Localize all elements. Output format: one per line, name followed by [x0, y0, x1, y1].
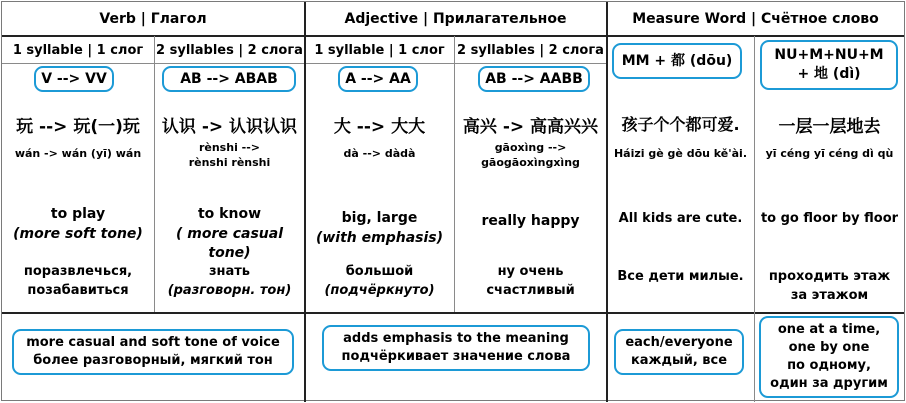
meaning-russian: [2, 263, 154, 301]
meaning-english-note: (with emphasis): [315, 229, 444, 246]
example-chinese: 高兴 -> 高高兴兴: [462, 117, 599, 137]
summary-line: один за другим: [770, 376, 888, 392]
example-chinese: 一层一层地去: [778, 117, 881, 137]
pinyin-line: Háizi gè gè dōu kě'ài.: [613, 147, 748, 160]
pinyin-line: rènshi -->: [198, 141, 261, 154]
measure-word-header: Measure Word | Счётное слово: [632, 11, 879, 27]
meaning-russian: [155, 263, 304, 301]
example-pinyin: [155, 141, 304, 171]
pattern-v-vv: V --> VV: [34, 66, 114, 92]
example-pinyin: [455, 141, 606, 171]
meaning-english-text: to play: [50, 206, 106, 222]
group-divider-2: [606, 2, 608, 402]
verb-header: Verb | Глагол: [99, 11, 207, 27]
adjective-header: Adjective | Прилагательное: [344, 11, 567, 27]
meaning-russian-line: знать: [208, 264, 251, 279]
pattern-ab-abab: AB --> ABAB: [162, 66, 296, 92]
meaning-english-note: ( more casual tone): [175, 225, 284, 262]
summary-line: более разговорный, мягкий тон: [33, 353, 273, 368]
example-chinese: 玩 --> 玩(一)玩: [16, 117, 140, 137]
meaning-english-text: to go floor by floor: [760, 211, 899, 226]
meaning-english-text: really happy: [481, 213, 580, 229]
example-pinyin: [305, 147, 454, 162]
summary-verb: [12, 329, 294, 375]
meaning-russian: [607, 268, 754, 287]
meaning-russian: [455, 263, 606, 301]
meaning-russian-note: (разговорн. тон): [167, 282, 292, 298]
summary-line: one at a time,: [777, 321, 881, 337]
meaning-english: [755, 210, 904, 228]
pattern-nu-m-di-line2: + 地 (dì): [797, 66, 861, 82]
verb-1-syllable-label: 1 syllable | 1 слог: [12, 42, 144, 58]
meaning-russian-line: поразвлечься,: [23, 264, 133, 279]
summary-divider: [2, 312, 904, 314]
example-chinese: 孩子个个都可爱.: [621, 115, 740, 134]
summary-line: each/everyone: [625, 335, 733, 351]
pinyin-line: dà --> dàdà: [343, 147, 416, 160]
example-pinyin: [2, 147, 154, 162]
summary-line: one by one: [788, 339, 870, 355]
meaning-russian: [755, 268, 904, 306]
summary-line: more casual and soft tone of voice: [26, 335, 280, 351]
pinyin-line: gāogāoxìngxìng: [481, 155, 580, 169]
adj-1-syllable-label: 1 syllable | 1 слог: [314, 42, 445, 58]
pinyin-line: gāoxìng -->: [494, 141, 567, 154]
summary-measure-mm: [614, 329, 744, 375]
meaning-english-text: All kids are cute.: [618, 211, 743, 226]
pinyin-line: wán -> wán (yī) wán: [14, 147, 142, 160]
meaning-english: [155, 205, 304, 264]
example-chinese: 大 --> 大大: [333, 117, 426, 137]
summary-line: каждый, все: [630, 353, 728, 368]
pattern-nu-m-di-line1: NU+M+NU+M: [774, 47, 884, 64]
pattern-a-aa: A --> AA: [338, 66, 418, 92]
meaning-english-text: to know: [197, 206, 261, 222]
verb-2-syllable-label: 2 syllables | 2 слога: [156, 42, 303, 58]
summary-line: по одному,: [787, 358, 871, 373]
grammar-table: [1, 1, 905, 401]
meaning-english: [2, 205, 154, 244]
pinyin-line: rènshi rènshi: [188, 155, 271, 169]
summary-line: подчёркивает значение слова: [341, 349, 571, 364]
meaning-russian-line: большой: [345, 264, 414, 279]
pattern-mm-dou: MM + 都 (dōu): [612, 43, 742, 79]
meaning-russian-line: Все дети милые.: [617, 269, 744, 284]
meaning-russian-line: проходить этаж: [768, 269, 891, 284]
meaning-russian: [305, 263, 454, 301]
pattern-nu-m-di: [760, 40, 898, 90]
meaning-russian-line: ну очень: [497, 264, 564, 279]
meaning-english-note: (more soft tone): [13, 225, 143, 242]
example-pinyin: [607, 147, 754, 162]
meaning-english-text: big, large: [341, 210, 418, 226]
meaning-russian-line: счастливый: [486, 282, 575, 298]
summary-line: adds emphasis to the meaning: [343, 331, 569, 347]
summary-measure-nu-m: [759, 316, 899, 398]
pinyin-line: yī céng yī céng dì qù: [765, 147, 894, 160]
meaning-russian-line: за этажом: [790, 287, 869, 303]
adj-2-syllable-label: 2 syllables | 2 слога: [457, 42, 604, 58]
meaning-english: [455, 212, 606, 232]
meaning-english: [305, 209, 454, 248]
meaning-russian-note: (подчёркнуто): [324, 282, 435, 298]
example-pinyin: [755, 147, 904, 162]
meaning-english: [607, 210, 754, 228]
summary-adjective: [322, 325, 590, 371]
example-chinese: 认识 -> 认识认识: [161, 117, 298, 137]
meaning-russian-line: позабавиться: [27, 282, 129, 298]
pattern-ab-aabb: AB --> AABB: [478, 66, 590, 92]
